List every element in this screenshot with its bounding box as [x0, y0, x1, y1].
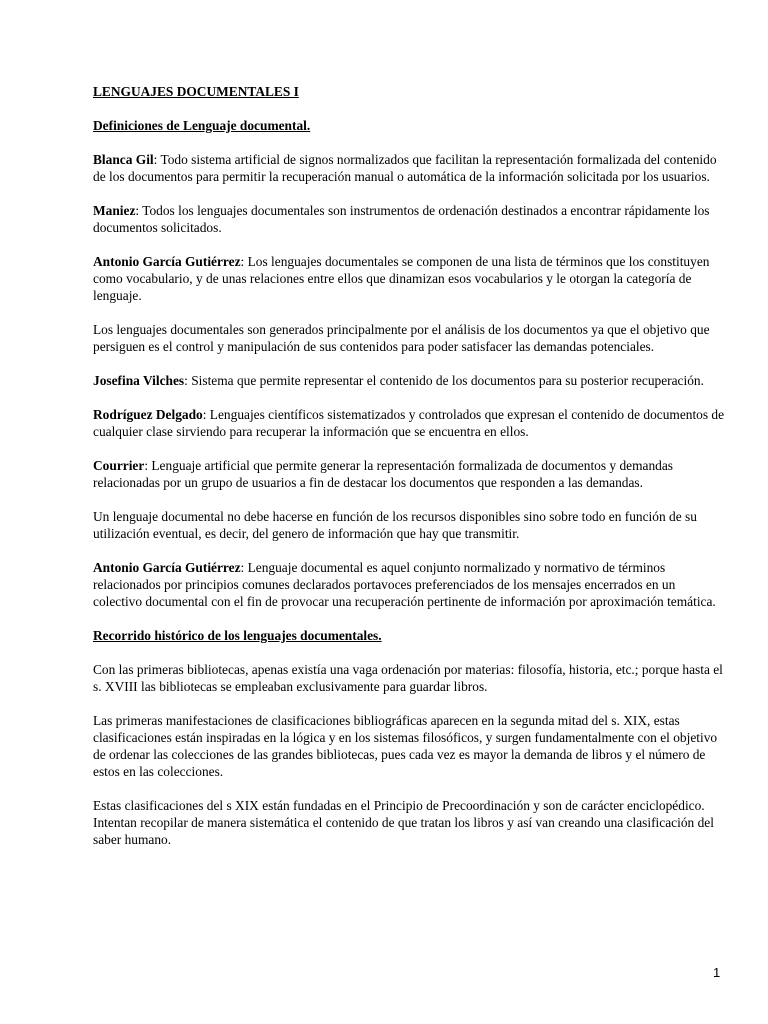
definition-text: : Lenguaje documental es aquel conjunto normalizado y normativo de términos relacionados por principios comunes declarados portavoces preferenciados de los mensajes encerrados en un colectivo documental con el fin de provocar una recuperación pertinente de información por aproximación temática. [93, 560, 716, 609]
author-name: Josefina Vilches [93, 373, 185, 388]
definition-text: : Lenguaje artificial que permite generar la representación formalizada de documentos y demandas relacionadas por un grupo de usuarios a fin de destacar los documentos que responden a las demandas. [93, 458, 674, 490]
author-name: Maniez [93, 203, 136, 218]
definition-paragraph [93, 202, 725, 236]
author-name: Antonio García Gutiérrez [93, 254, 241, 269]
author-name: Blanca Gil [93, 152, 154, 167]
history-paragraph: Las primeras manifestaciones de clasificaciones bibliográficas aparecen en la segunda mitad del s. XIX, estas clasificaciones están inspiradas en la lógica y en los sistemas filosóficos, y surgen fundamentalmente con el objetivo de ordenar las colecciones de las grandes bibliotecas, pues cada vez es mayor la demanda de libros y el número de estos en las colecciones. [93, 713, 718, 779]
definition-text: : Todo sistema artificial de signos normalizados que facilitan la representación formalizada del contenido de los documentos para permitir la recuperación manual o automática de la información solicitada por los usuarios. [93, 152, 717, 184]
definition-paragraph [93, 559, 725, 610]
definition-paragraph [93, 457, 725, 491]
definition-paragraph [93, 508, 725, 542]
section-heading-definitions: Definiciones de Lenguaje documental. [93, 118, 311, 133]
definition-paragraph [93, 321, 725, 355]
author-name: Antonio García Gutiérrez [93, 560, 241, 575]
definition-paragraph [93, 372, 725, 389]
definition-text: : Lenguajes científicos sistematizados y controlados que expresan el contenido de documentos de cualquier clase sirviendo para recuperar la información que se encuentra en ellos. [93, 407, 725, 439]
definition-paragraph [93, 253, 725, 304]
definition-paragraph [93, 151, 725, 185]
history-paragraph: Estas clasificaciones del s XIX están fundadas en el Principio de Precoordinación y son de carácter enciclopédico. Intentan recopilar de manera sistemática el contenido de que tratan los libros y así van creando una clasificación del saber humano. [93, 798, 714, 847]
definition-paragraph [93, 406, 725, 440]
author-name: Rodríguez Delgado [93, 407, 203, 422]
definition-text: : Los lenguajes documentales se componen de una lista de términos que los constituyen como vocabulario, y de unas relaciones entre ellos que dinamizan esos vocabularios y le otorgan la categoría de lenguaje. [93, 254, 710, 303]
document-body [93, 83, 725, 865]
definition-text: Los lenguajes documentales son generados principalmente por el análisis de los documentos ya que el objetivo que persiguen es el control y manipulación de sus contenidos para poder satisfacer las demandas potenciales. [93, 322, 710, 354]
definition-text: : Sistema que permite representar el contenido de los documentos para su posterior recuperación. [184, 373, 704, 388]
page-number: 1 [713, 965, 721, 980]
author-name: Courrier [93, 458, 145, 473]
section-heading-history: Recorrido histórico de los lenguajes documentales. [93, 628, 382, 643]
definition-text: Un lenguaje documental no debe hacerse en función de los recursos disponibles sino sobre todo en función de su utilización eventual, es decir, del genero de información que hay que transmitir. [93, 509, 697, 541]
definition-text: : Todos los lenguajes documentales son instrumentos de ordenación destinados a encontrar rápidamente los documentos solicitados. [93, 203, 710, 235]
document-title: LENGUAJES DOCUMENTALES I [93, 84, 299, 99]
history-paragraph: Con las primeras bibliotecas, apenas existía una vaga ordenación por materias: filosofía, historia, etc.; porque hasta el s. XVIII las bibliotecas se empleaban exclusivamente para guardar libros. [93, 662, 723, 694]
